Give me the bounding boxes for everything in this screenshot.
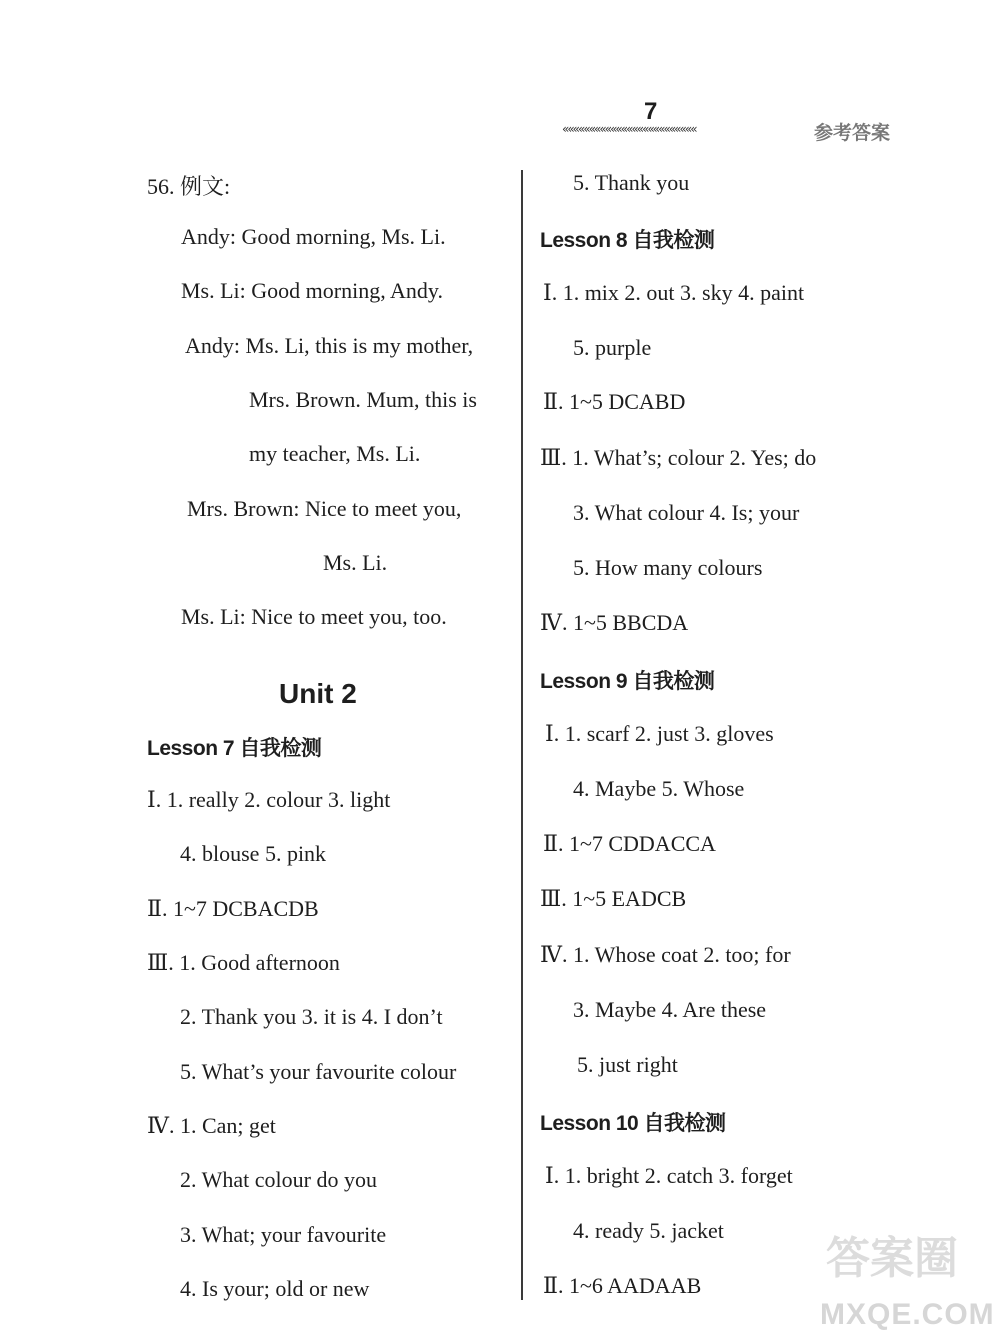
answer-line: Ⅱ. 1~7 CDDACCA [543, 831, 716, 856]
dialogue-line: Andy: Ms. Li, this is my mother, [185, 333, 474, 358]
watermark-url: MXQE.COM [820, 1298, 995, 1331]
header-decoration: ««««««««««««««««««««««««« [562, 122, 696, 136]
lesson-heading: Lesson 9 自我检测 [540, 670, 715, 693]
answer-line: Ⅱ. 1~5 DCABD [543, 389, 686, 414]
item-56-title: 56. 例文: [147, 174, 231, 199]
answer-line: 3. What; your favourite [180, 1222, 387, 1247]
unit-title: Unit 2 [279, 678, 357, 709]
answer-line: Ⅲ. 1. Good afternoon [147, 950, 340, 975]
answer-line: 4. blouse 5. pink [180, 841, 327, 866]
answer-line: 2. Thank you 3. it is 4. I don’t [180, 1004, 443, 1029]
answer-line: Ⅰ. 1. mix 2. out 3. sky 4. paint [543, 280, 805, 305]
answer-line: 4. Is your; old or new [180, 1276, 370, 1301]
answer-line: Ⅳ. 1. Can; get [147, 1113, 276, 1138]
dialogue-line: Ms. Li. [323, 550, 388, 575]
answer-line: 2. What colour do you [180, 1167, 377, 1192]
lesson-heading: Lesson 8 自我检测 [540, 229, 715, 252]
answer-line: 3. Maybe 4. Are these [573, 997, 767, 1022]
answer-line: 5. just right [577, 1052, 678, 1077]
answer-line: Ⅲ. 1. What’s; colour 2. Yes; do [540, 445, 817, 470]
answer-line: 5. What’s your favourite colour [180, 1059, 457, 1084]
answer-line: 5. Thank you [573, 170, 690, 195]
answer-line: Ⅱ. 1~6 AADAAB [543, 1273, 702, 1298]
answer-line: Ⅰ. 1. bright 2. catch 3. forget [545, 1163, 793, 1188]
answer-line: 5. purple [573, 335, 652, 360]
lesson-heading: Lesson 10 自我检测 [540, 1112, 726, 1135]
dialogue-line: Ms. Li: Nice to meet you, too. [181, 604, 447, 629]
watermark-logo: 答案圈 [826, 1234, 958, 1283]
dialogue-line: Ms. Li: Good morning, Andy. [181, 278, 443, 303]
answer-line: 5. How many colours [573, 555, 763, 580]
answer-line: Ⅰ. 1. scarf 2. just 3. gloves [545, 721, 774, 746]
dialogue-line: Andy: Good morning, Ms. Li. [181, 224, 446, 249]
column-divider [521, 170, 523, 1300]
answer-line: Ⅳ. 1. Whose coat 2. too; for [540, 942, 791, 967]
answer-line: 3. What colour 4. Is; your [573, 500, 800, 525]
page-number: 7 [644, 98, 658, 125]
answer-line: Ⅱ. 1~7 DCBACDB [147, 896, 319, 921]
lesson-heading: Lesson 7 自我检测 [147, 737, 322, 760]
answer-line: Ⅰ. 1. really 2. colour 3. light [147, 787, 391, 812]
answer-line: 4. ready 5. jacket [573, 1218, 724, 1243]
dialogue-line: my teacher, Ms. Li. [249, 441, 421, 466]
answer-key-label: 参考答案 [814, 122, 891, 144]
answer-line: Ⅲ. 1~5 EADCB [540, 886, 687, 911]
dialogue-line: Mrs. Brown. Mum, this is [249, 387, 477, 412]
dialogue-line: Mrs. Brown: Nice to meet you, [187, 496, 462, 521]
answer-line: Ⅳ. 1~5 BBCDA [540, 610, 689, 635]
answer-line: 4. Maybe 5. Whose [573, 776, 745, 801]
